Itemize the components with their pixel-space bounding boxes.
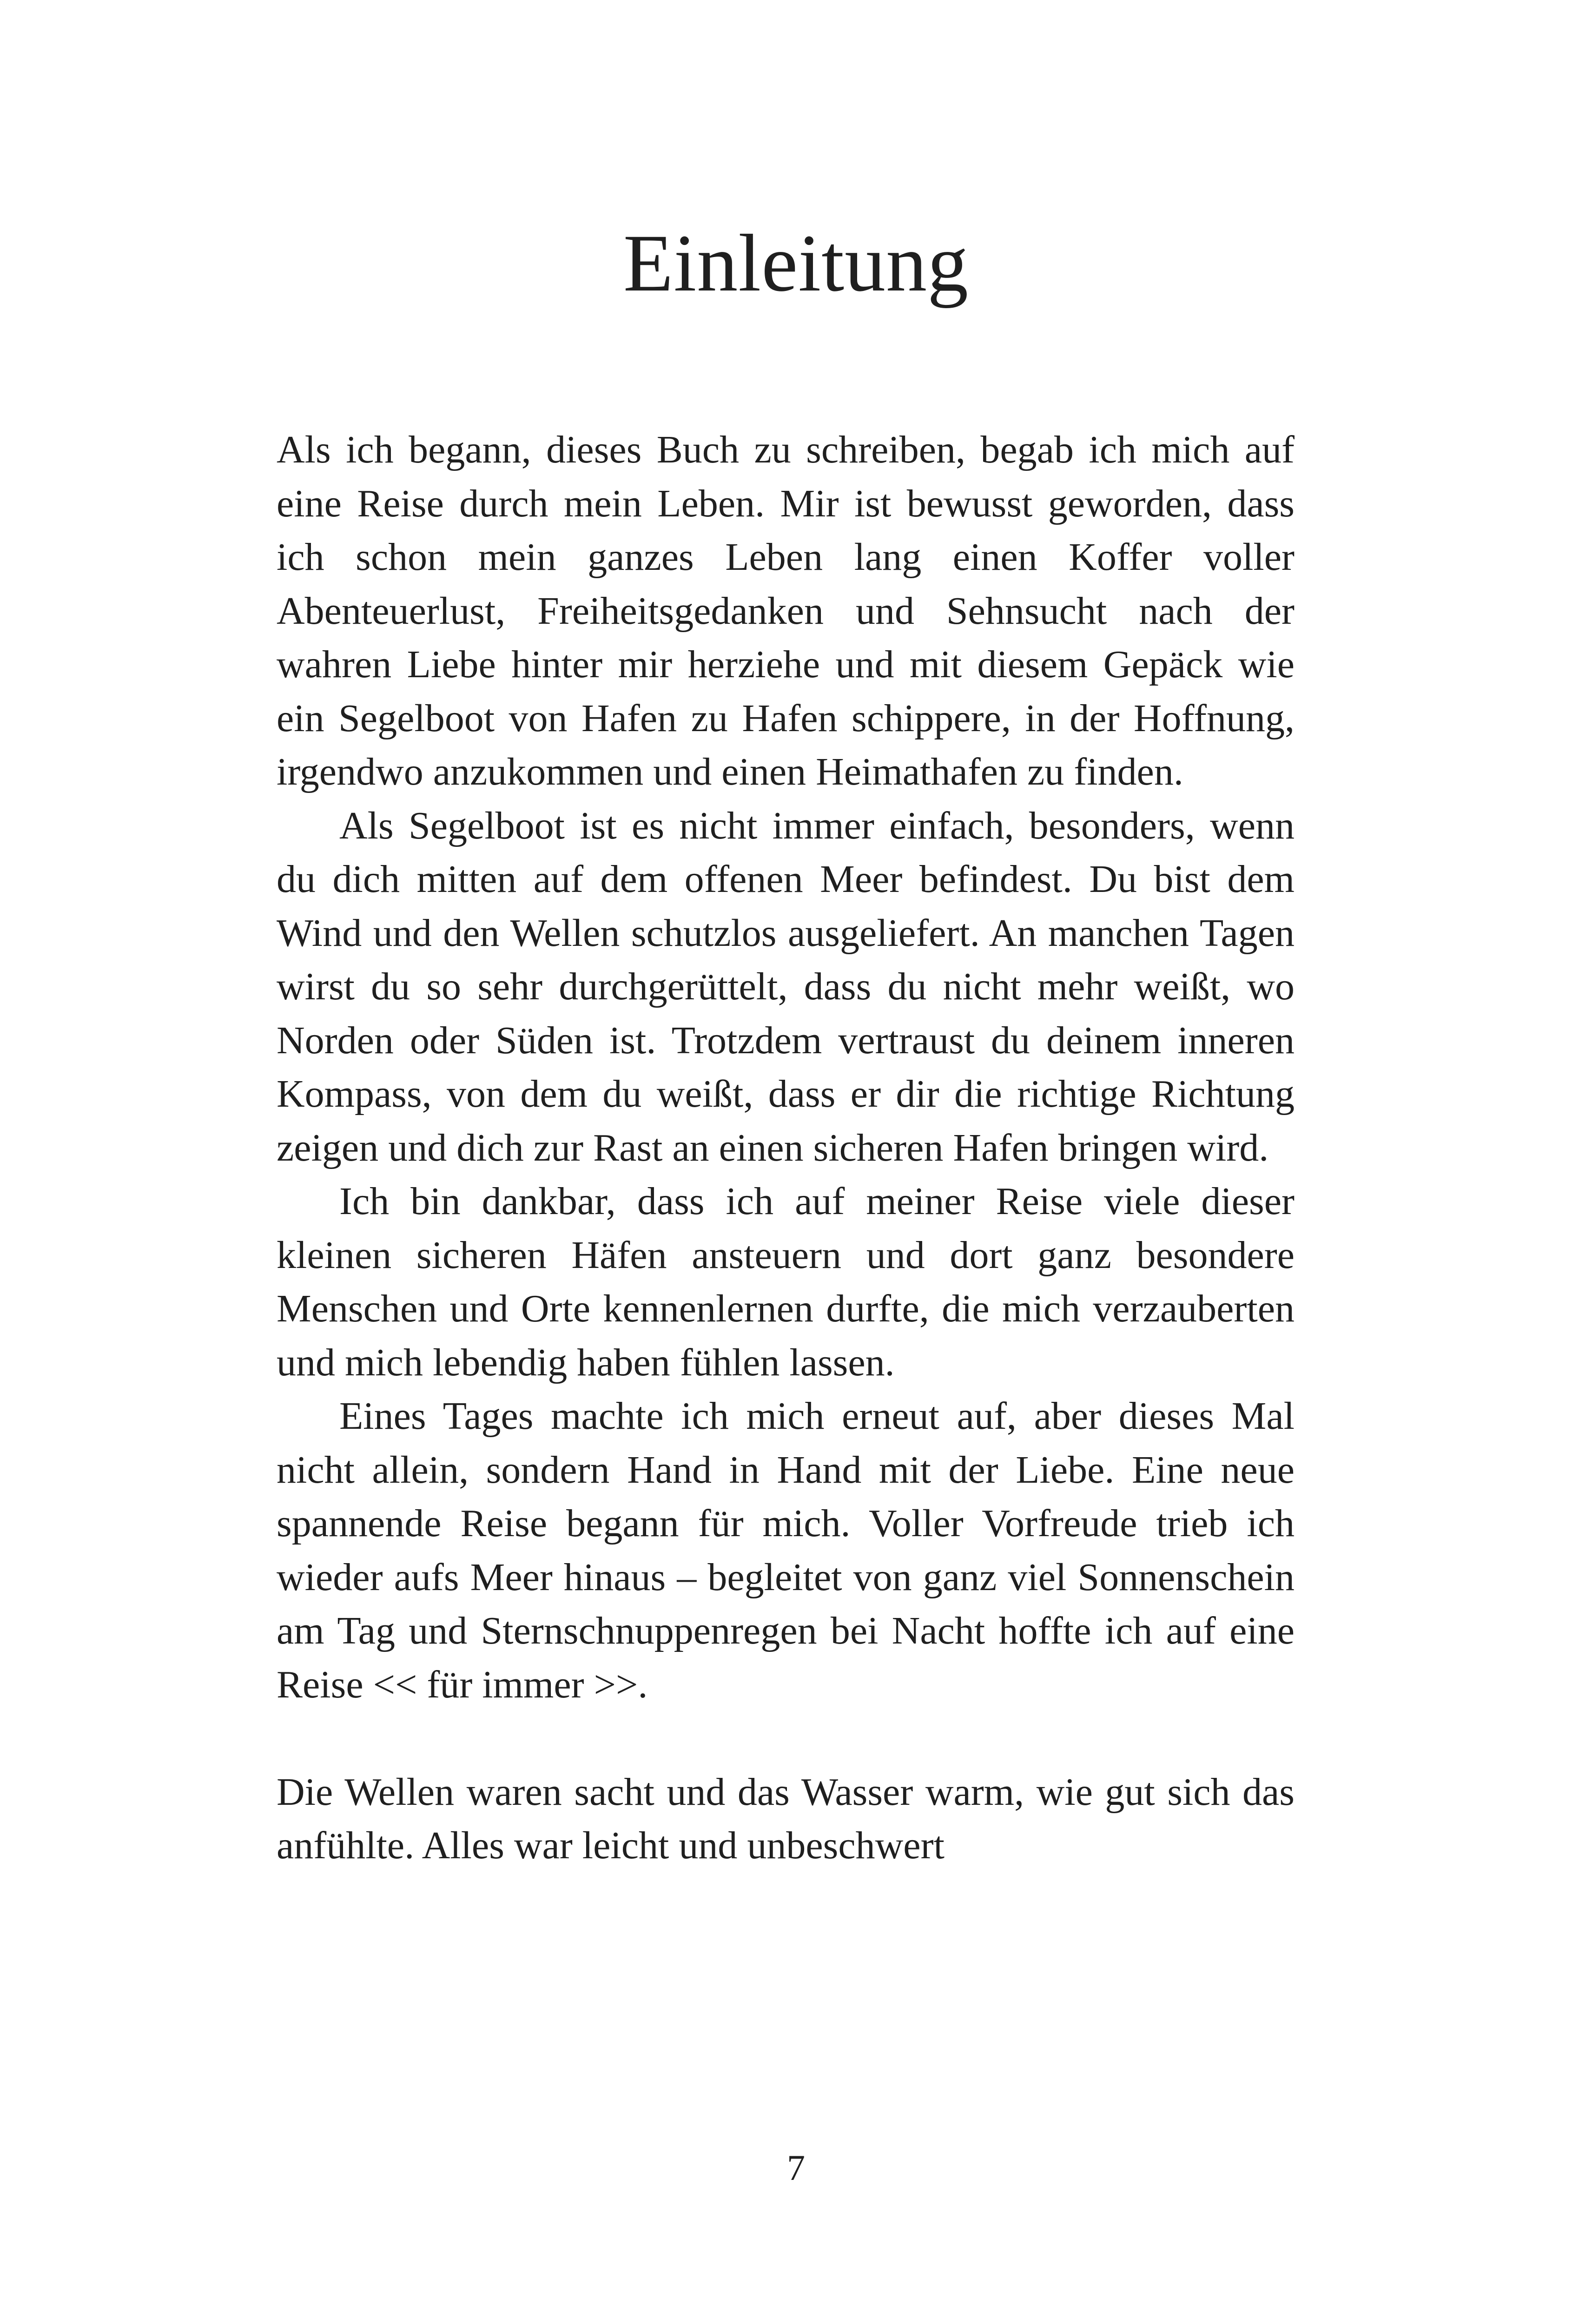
paragraph-4: Eines Tages machte ich mich erneut auf, aber dieses Mal nicht allein, sondern Hand in Hand mit der Liebe. Eine neue spannende Reise begann für mich. Voller Vorfreude trieb ich wieder aufs Meer hinaus – begleitet von ganz viel Sonnenschein am Tag und Sternschnuppenregen bei Nacht hoffte ich auf eine Reise << für immer >>. [277,1394,1295,1706]
paragraph-2: Als Segelboot ist es nicht immer einfach, besonders, wenn du dich mitten auf dem offenen Meer befindest. Du bist dem Wind und den Wellen schutzlos ausgeliefert. An manchen Tagen wirst du so sehr durchgerüttelt, dass du nicht mehr weißt, wo Norden oder Süden ist. Trotzdem vertraust du deinem inneren Kompass, von dem du weißt, dass er dir die richtige Richtung zeigen und dich zur Rast an einen sicheren Hafen bringen wird. [277,804,1295,1169]
paragraph-3: Ich bin dankbar, dass ich auf meiner Reise viele dieser kleinen sicheren Häfen ansteuern und dort ganz besondere Menschen und Orte kennenlernen durfte, die mich verzauberten und mich lebendig haben fühlen lassen. [277,1180,1295,1384]
paragraph-5: Die Wellen waren sacht und das Wasser warm, wie gut sich das anfühlte. Alles war leicht und unbeschwert [277,1770,1295,1867]
section-break [277,1711,1295,1765]
chapter-title: Einleitung [623,218,969,309]
paragraph-1: Als ich begann, dieses Buch zu schreiben, begab ich mich auf eine Reise durch mein Leben. Mir ist bewusst geworden, dass ich schon mein ganzes Leben lang einen Koffer voller Abenteuerlust, Freiheitsgedanken und Sehnsucht nach der wahren Liebe hinter mir herziehe und mit diesem Gepäck wie ein Segelboot von Hafen zu Hafen schippere, in der Hoffnung, irgendwo anzukommen und einen Heimathafen zu finden. [277,428,1295,793]
page-number: 7 [787,2147,805,2188]
body-text [277,423,1295,1873]
